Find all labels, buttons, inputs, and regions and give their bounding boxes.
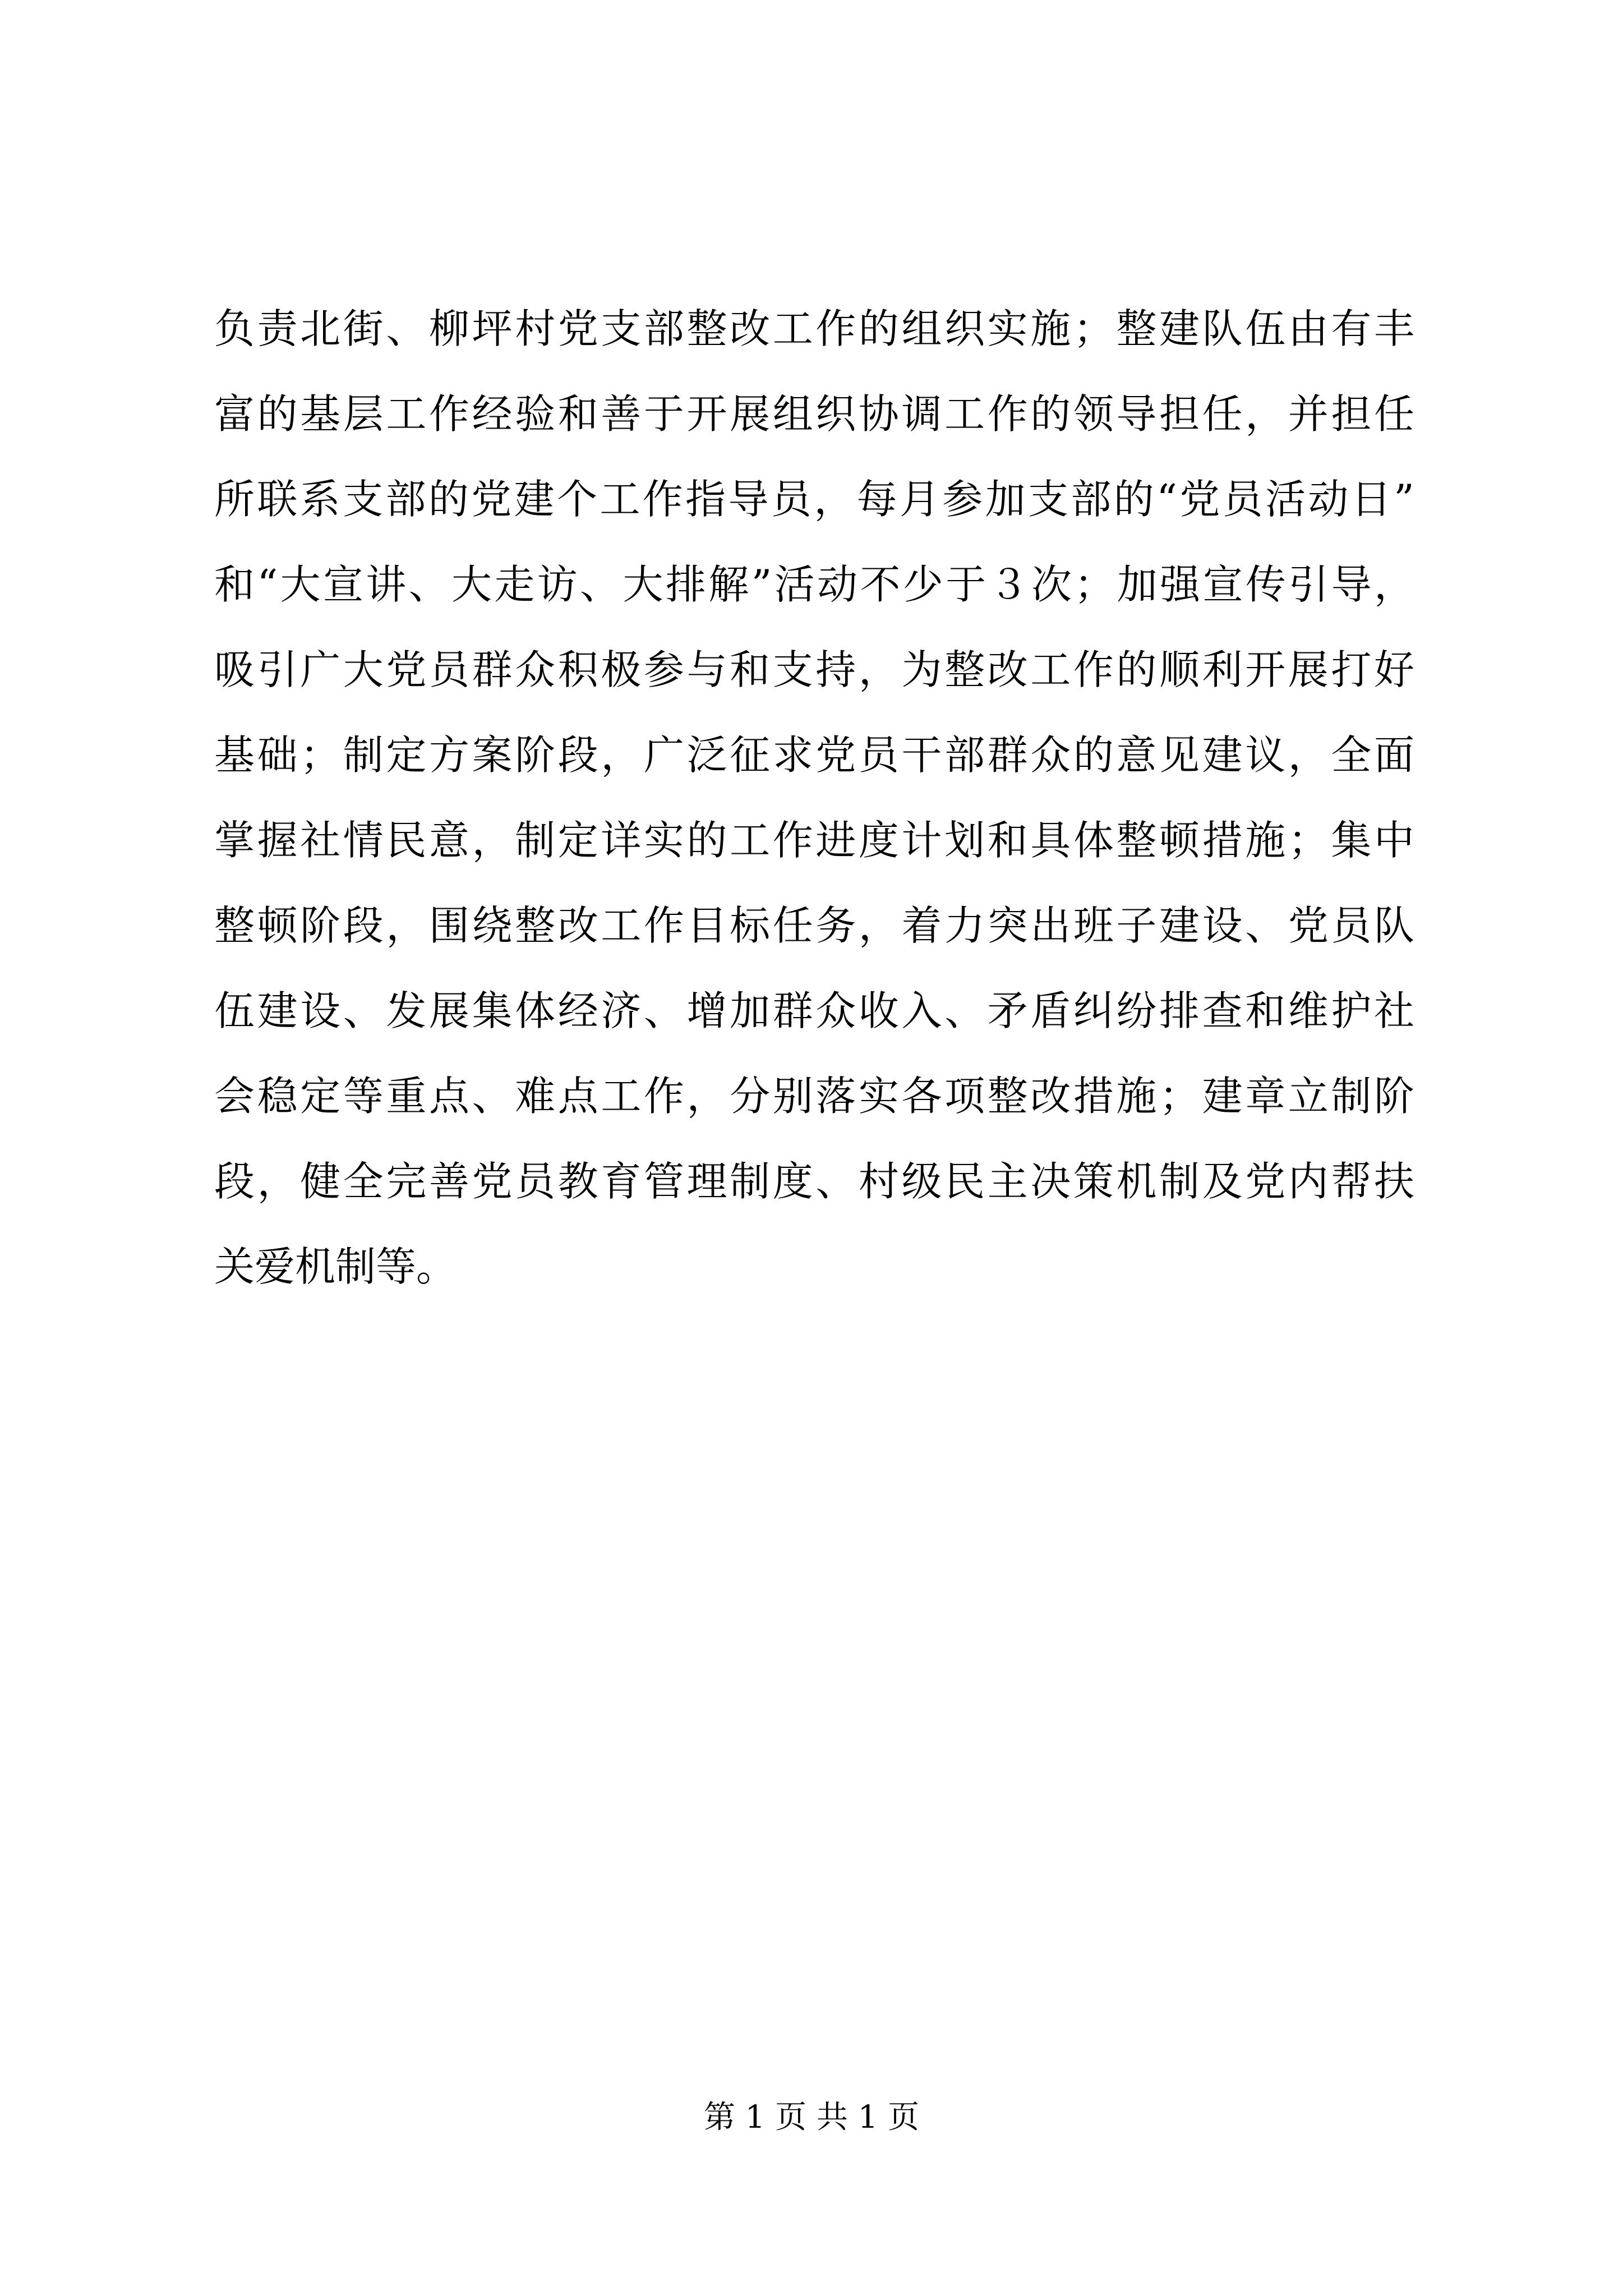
- paragraph-line-7: 掌握社情民意，制定详实的工作进度计划和具体整顿措施；集中: [214, 817, 1414, 864]
- paragraph-line-11: 段，健全完善党员教育管理制度、村级民主决策机制及党内帮扶: [214, 1158, 1414, 1205]
- paragraph-line-5: 吸引广大党员群众积极参与和支持，为整改工作的顺利开展打好: [214, 646, 1414, 693]
- paragraph-line-12: 关爱机制等。: [214, 1243, 457, 1290]
- paragraph-line-2: 富的基层工作经验和善于开展组织协调工作的领导担任，并担任: [214, 390, 1414, 438]
- paragraph-line-9: 伍建设、发展集体经济、增加群众收入、矛盾纠纷排查和维护社: [214, 987, 1414, 1034]
- paragraph-line-1: 负责北街、柳坪村党支部整改工作的组织实施；整建队伍由有丰: [214, 305, 1414, 352]
- page-number-footer: 第 1 页 共 1 页: [703, 2099, 920, 2136]
- paragraph-line-10: 会稳定等重点、难点工作，分别落实各项整改措施；建章立制阶: [214, 1073, 1414, 1120]
- paragraph-line-8: 整顿阶段，围绕整改工作目标任务，着力突出班子建设、党员队: [214, 902, 1414, 949]
- body-paragraph: [214, 286, 1414, 1309]
- paragraph-line-4: 和“大宣讲、大走访、大排解”活动不少于３次；加强宣传引导，: [214, 561, 1414, 608]
- paragraph-line-3: 所联系支部的党建个工作指导员，每月参加支部的“党员活动日”: [214, 476, 1414, 523]
- paragraph-line-6: 基础；制定方案阶段，广泛征求党员干部群众的意见建议，全面: [214, 731, 1414, 779]
